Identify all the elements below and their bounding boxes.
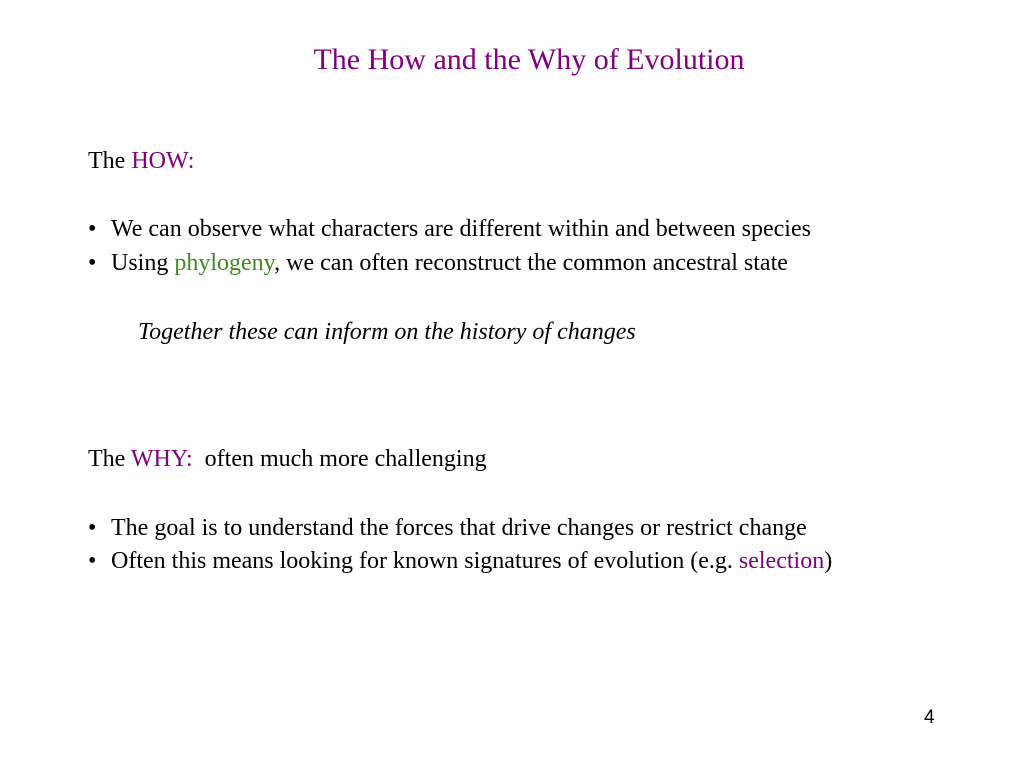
why-heading [88, 444, 487, 474]
why-heading-suffix: often much more challenging [192, 446, 487, 472]
how-conclusion: Together these can inform on the history of changes [138, 319, 636, 345]
bullet-dot: • [88, 548, 97, 574]
selection-keyword: selection [738, 548, 825, 574]
why-bullet-1-text: The goal is to understand the forces that drive changes or restrict change [111, 515, 807, 541]
why-bullet-2-suffix: ) [824, 548, 833, 574]
why-bullet-2 [88, 546, 832, 576]
how-bullet-2-prefix: Using [111, 250, 175, 276]
why-heading-prefix: The [88, 446, 131, 472]
how-keyword: HOW: [131, 148, 195, 174]
why-bullet-2-prefix: Often this means looking for known signatures of evolution (e.g. [111, 548, 739, 574]
how-bullet-2-suffix: , we can often reconstruct the common ancestral state [274, 250, 788, 276]
bullet-dot: • [88, 216, 97, 242]
how-bullet-1 [88, 214, 811, 244]
why-keyword: WHY: [130, 446, 193, 472]
bullet-dot: • [88, 515, 97, 541]
how-heading [88, 146, 194, 176]
why-bullet-1 [88, 513, 807, 543]
slide-title: The How and the Why of Evolution [313, 43, 745, 76]
phylogeny-keyword: phylogeny [174, 250, 275, 276]
how-bullet-2 [88, 248, 788, 278]
bullet-dot: • [88, 250, 97, 276]
how-heading-prefix: The [88, 148, 132, 174]
how-bullet-1-text: We can observe what characters are different within and between species [111, 216, 811, 242]
page-number: 4 [924, 707, 935, 728]
